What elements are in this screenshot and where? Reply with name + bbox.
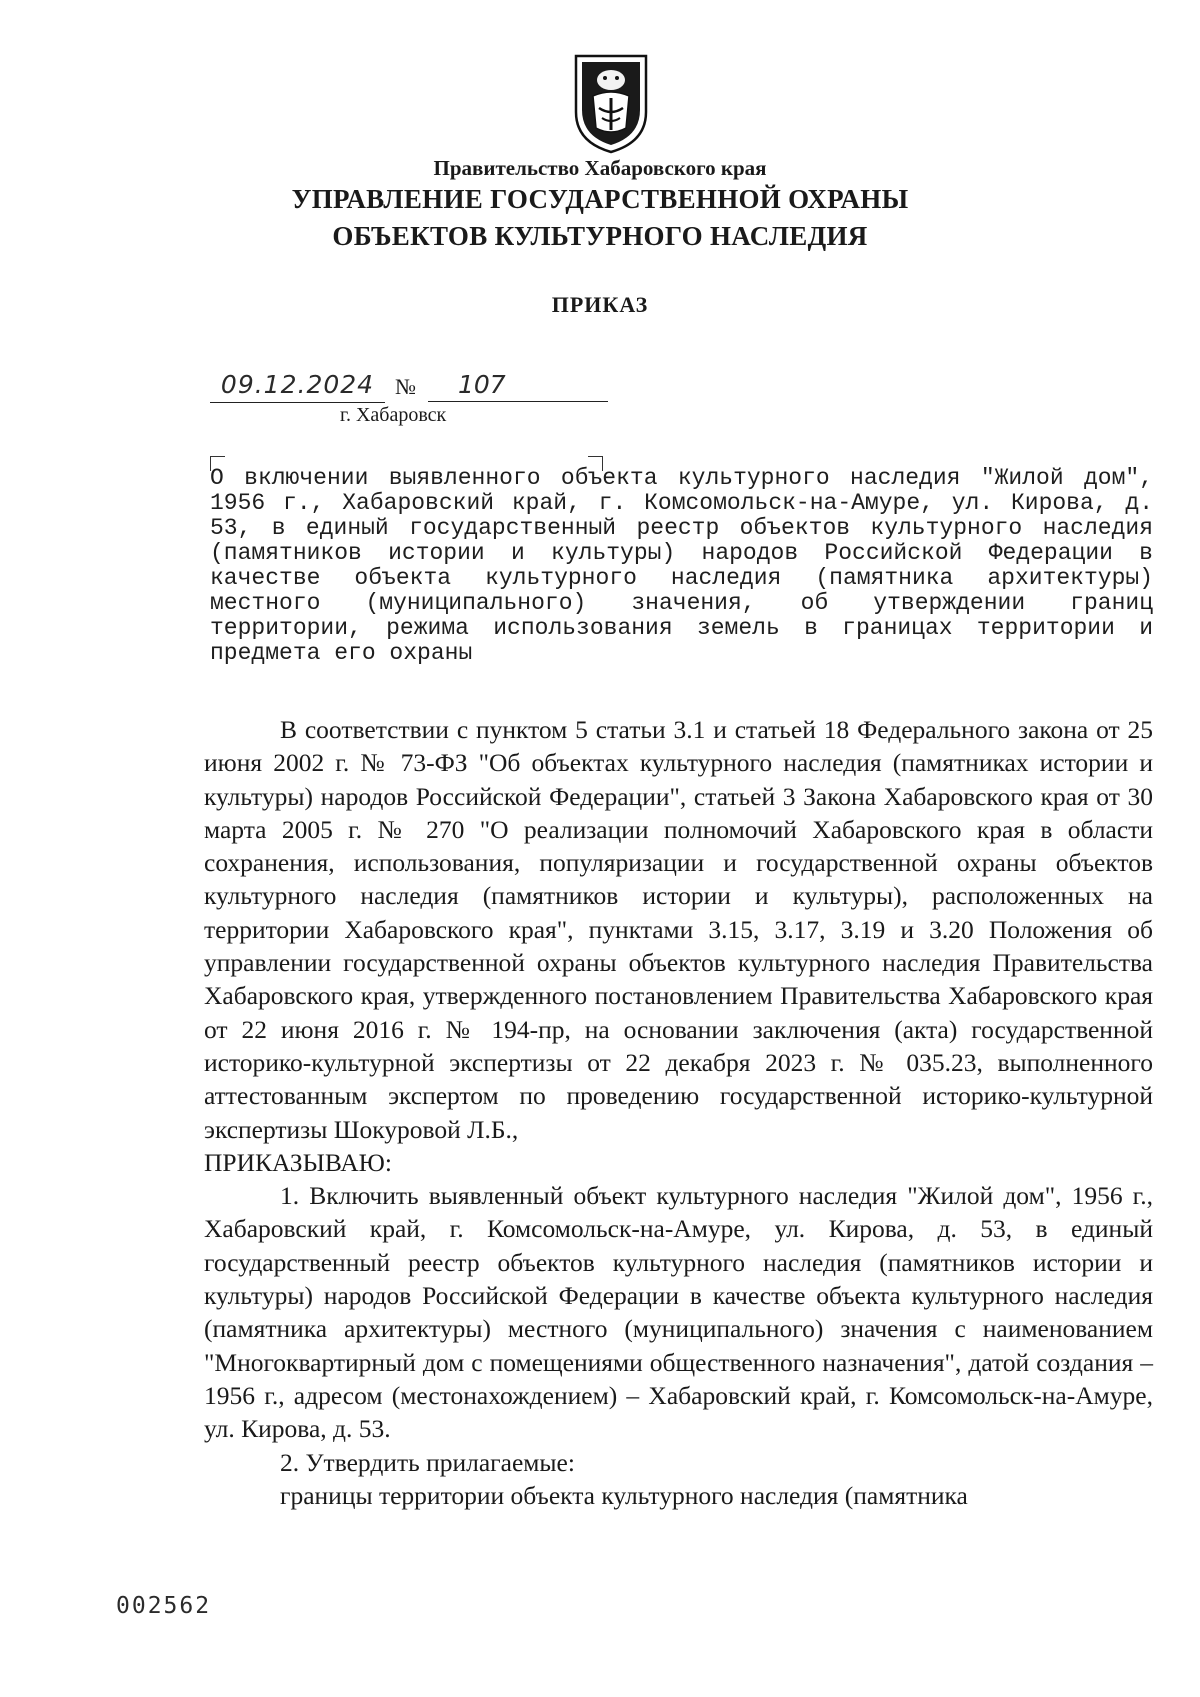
order-item-1: 1. Включить выявленный объект культурного наследия "Жилой дом", 1956 г., Хабаровский край, г. Комсомольск-на-Амуре, ул. Кирова, д. 53, в единый государственный реестр объектов культурного наследия (памятников истории и культуры) народов Российской Федерации в качестве объекта культурного наследия (памятника архитектуры) местного (муниципального) значения с наименованием "Многоквартирный дом с помещениями общественного назначения", датой создания – 1956 г., адресом (местонахождением) – Хабаровский край, г. Комсомольск-на-Амуре, ул. Кирова, д. 53. xyxy=(204,1181,1153,1444)
order-item-2: 2. Утвердить прилагаемые: xyxy=(280,1447,575,1477)
order-date-field: 09.12.2024 xyxy=(210,368,385,403)
department-name-line-1: УПРАВЛЕНИЕ ГОСУДАРСТВЕННОЙ ОХРАНЫ xyxy=(291,184,909,214)
order-number-field: 107 xyxy=(428,368,608,402)
issue-city: г. Хабаровск xyxy=(340,404,447,426)
order-subject: О включении выявленного объекта культурного наследия "Жилой дом", 1956 г., Хабаровский край, г. Комсомольск-на-Амуре, ул. Кирова, д. 53, в единый государственный реестр объектов культурного наследия (памятников истории и культуры) народов Российской Федерации в качестве объекта культурного наследия (памятника архитектуры) местного (муниципального) значения, об утверждении границ территории, режима использования земель в границах территории и предмета его охраны xyxy=(210,465,1153,666)
order-directive: ПРИКАЗЫВАЮ: xyxy=(204,1147,392,1177)
coat-of-arms-icon xyxy=(568,50,654,156)
government-name: Правительство Хабаровского края xyxy=(433,156,767,180)
order-meta-row xyxy=(210,368,610,408)
order-item-2-sub: границы территории объекта культурного наследия (памятника xyxy=(280,1480,968,1510)
preamble-paragraph: В соответствии с пунктом 5 статьи 3.1 и статьей 18 Федерального закона от 25 июня 2002 г. № 73-ФЗ "Об объектах культурного наследия (памятниках истории и культуры) народов Российской Федерации", статьей 3 Закона Хабаровского края от 30 марта 2005 г. № 270 "О реализации полномочий Хабаровского края в области сохранения, использования, популяризации и государственной охраны объектов культурного наследия (памятников истории и культуры), расположенных на территории Хабаровского края", пунктами 3.15, 3.17, 3.19 и 3.20 Положения об управлении государственной охраны объектов культурного наследия Правительства Хабаровского края, утвержденного постановлением Правительства Хабаровского края от 22 июня 2016 г. № 194-пр, на основании заключения (акта) государственной историко-культурной экспертизы от 22 декабря 2023 г. № 035.23, выполненного аттестованным экспертом по проведению государственной историко-культурной экспертизы Шокуровой Л.Б., xyxy=(204,715,1153,1144)
order-number-label: № xyxy=(395,374,416,399)
department-name-line-2: ОБЪЕКТОВ КУЛЬТУРНОГО НАСЛЕДИЯ xyxy=(332,221,868,251)
order-body xyxy=(204,713,1153,1512)
document-serial-number: 002562 xyxy=(116,1593,212,1619)
document-type-title: ПРИКАЗ xyxy=(551,292,649,317)
